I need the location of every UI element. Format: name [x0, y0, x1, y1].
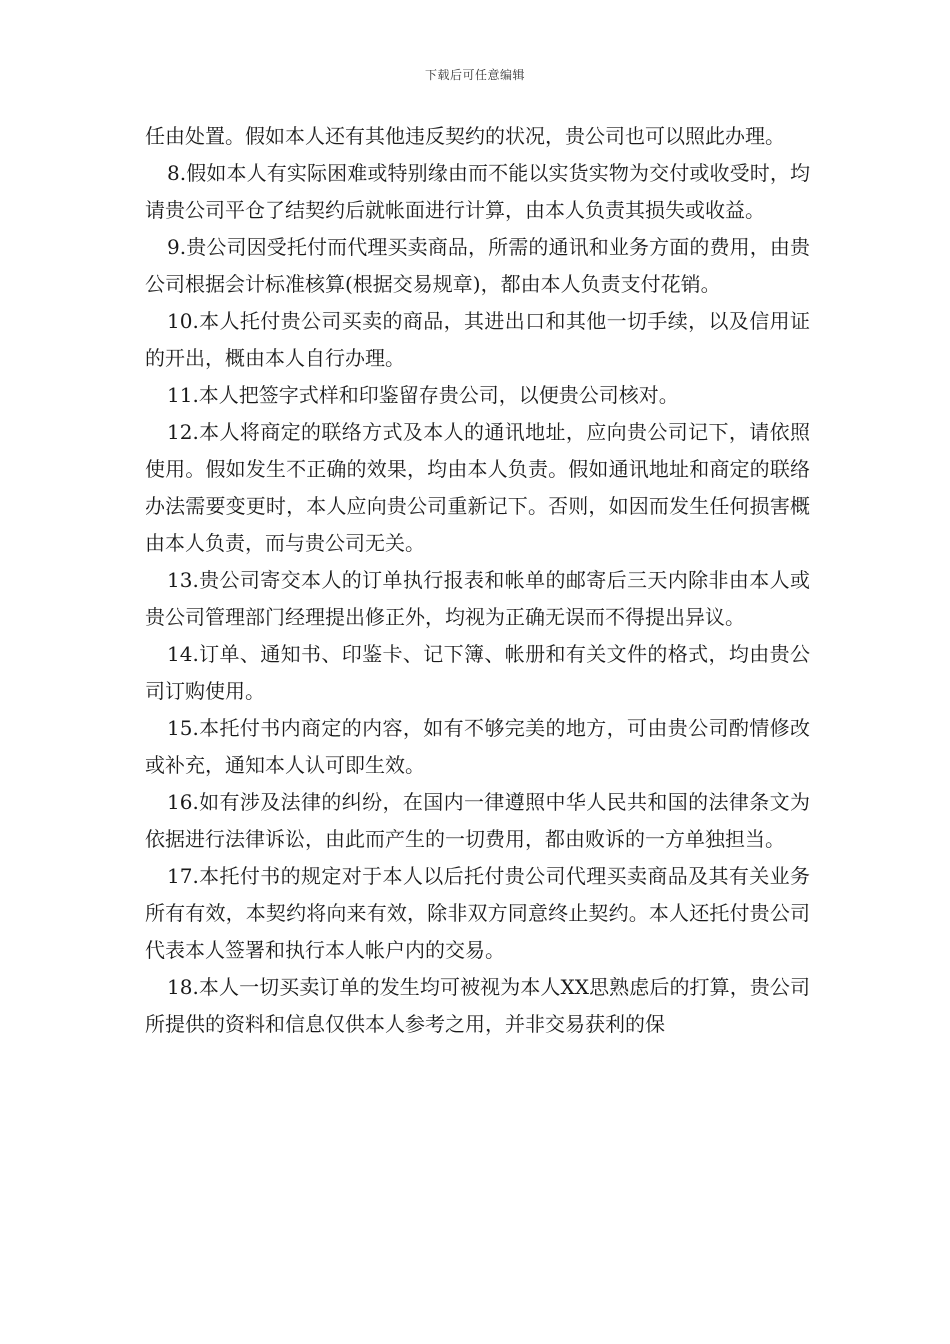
- paragraph-clause-8: 8.假如本人有实际困难或特别缘由而不能以实货实物为交付或收受时，均请贵公司平仓了结契约后就帐面进行计算，由本人负责其损失或收益。: [145, 161, 810, 222]
- paragraph-clause-12: 12.本人将商定的联络方式及本人的通讯地址，应向贵公司记下，请依照使用。假如发生不正确的效果，均由本人负责。假如通讯地址和商定的联络办法需要变更时，本人应向贵公司重新记下。否则，如因而发生任何损害概由本人负责，而与贵公司无关。: [145, 420, 810, 555]
- paragraph-clause-18: 18.本人一切买卖订单的发生均可被视为本人XX思熟虑后的打算，贵公司所提供的资料和信息仅供本人参考之用，并非交易获利的保: [145, 975, 810, 1036]
- document-body: [145, 118, 810, 1043]
- paragraph-clause-16: 16.如有涉及法律的纠纷，在国内一律遵照中华人民共和国的法律条文为依据进行法律诉讼，由此而产生的一切费用，都由败诉的一方单独担当。: [145, 790, 810, 851]
- paragraph-clause-14: 14.订单、通知书、印鉴卡、记下簿、帐册和有关文件的格式，均由贵公司订购使用。: [145, 642, 810, 703]
- paragraph-clause-17: 17.本托付书的规定对于本人以后托付贵公司代理买卖商品及其有关业务所有有效，本契约将向来有效，除非双方同意终止契约。本人还托付贵公司代表本人签署和执行本人帐户内的交易。: [145, 864, 810, 962]
- page-header: 下载后可任意编辑: [424, 68, 525, 82]
- paragraph-clause-10: 10.本人托付贵公司买卖的商品，其进出口和其他一切手续，以及信用证的开出，概由本人自行办理。: [145, 309, 810, 370]
- paragraph-continuation: 任由处置。假如本人还有其他违反契约的状况，贵公司也可以照此办理。: [145, 124, 785, 148]
- paragraph-clause-11: 11.本人把签字式样和印鉴留存贵公司，以便贵公司核对。: [167, 383, 679, 407]
- paragraph-clause-15: 15.本托付书内商定的内容，如有不够完美的地方，可由贵公司酌情修改或补充，通知本人认可即生效。: [145, 716, 810, 777]
- paragraph-clause-13: 13.贵公司寄交本人的订单执行报表和帐单的邮寄后三天内除非由本人或贵公司管理部门经理提出修正外，均视为正确无误而不得提出异议。: [145, 568, 810, 629]
- paragraph-clause-9: 9.贵公司因受托付而代理买卖商品，所需的通讯和业务方面的费用，由贵公司根据会计标准核算(根据交易规章)，都由本人负责支付花销。: [145, 235, 810, 296]
